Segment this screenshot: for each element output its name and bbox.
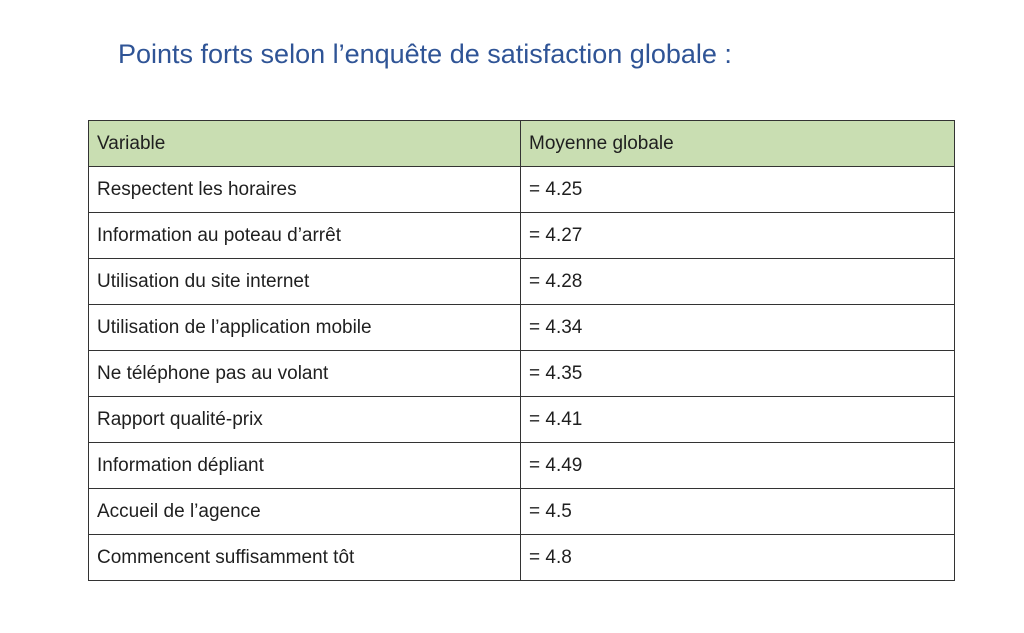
page-title: Points forts selon l’enquête de satisfaction globale : <box>118 39 732 69</box>
variable-cell: Rapport qualité-prix <box>89 397 521 443</box>
table-row <box>89 167 955 213</box>
variable-cell: Utilisation de l’application mobile <box>89 305 521 351</box>
table-row <box>89 397 955 443</box>
variable-cell: Ne téléphone pas au volant <box>89 351 521 397</box>
table-row <box>89 489 955 535</box>
variable-cell: Respectent les horaires <box>89 167 521 213</box>
table-header-row <box>89 121 955 167</box>
column-header-variable: Variable <box>89 121 521 167</box>
column-header-moyenne-globale: Moyenne globale <box>521 121 955 167</box>
table-row <box>89 305 955 351</box>
variable-cell: Information au poteau d’arrêt <box>89 213 521 259</box>
moyenne-cell: = 4.34 <box>521 305 955 351</box>
results-table <box>88 120 955 581</box>
moyenne-cell: = 4.28 <box>521 259 955 305</box>
moyenne-cell: = 4.41 <box>521 397 955 443</box>
variable-cell: Accueil de l’agence <box>89 489 521 535</box>
table-row <box>89 259 955 305</box>
variable-cell: Commencent suffisamment tôt <box>89 535 521 581</box>
table-row <box>89 535 955 581</box>
moyenne-cell: = 4.25 <box>521 167 955 213</box>
table-row <box>89 213 955 259</box>
moyenne-cell: = 4.27 <box>521 213 955 259</box>
table-row <box>89 351 955 397</box>
moyenne-cell: = 4.5 <box>521 489 955 535</box>
moyenne-cell: = 4.49 <box>521 443 955 489</box>
moyenne-cell: = 4.35 <box>521 351 955 397</box>
moyenne-cell: = 4.8 <box>521 535 955 581</box>
variable-cell: Information dépliant <box>89 443 521 489</box>
table-row <box>89 443 955 489</box>
variable-cell: Utilisation du site internet <box>89 259 521 305</box>
